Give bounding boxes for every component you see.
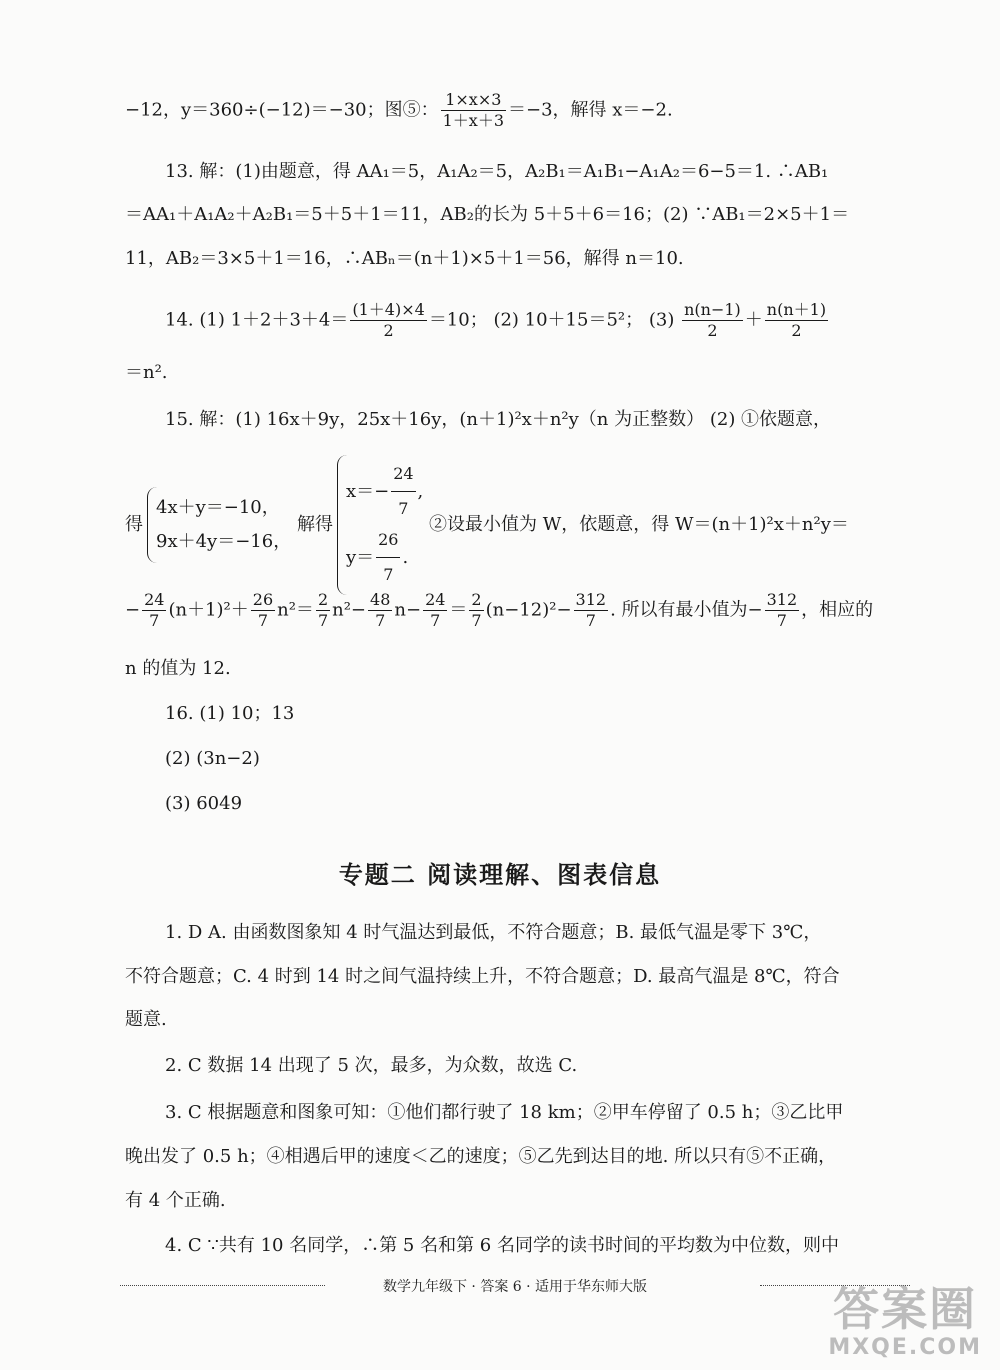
s2-answer-4-line-1: 4. C ∵共有 10 名同学，∴第 5 名和第 6 名同学的读书时间的平均数为中位数，则中 [165,1235,839,1256]
fraction: $\frac{26}{7}$ [252,590,274,630]
text: ②设最小值为 W，依题意，得 W＝(n＋1)²x＋n²y＝ [429,513,849,535]
fraction: $\frac{48}{7}$ [370,590,391,630]
text: 解得 [296,513,333,535]
answer-13-line-1: 13. 解：(1)由题意，得 AA₁＝5，A₁A₂＝5，A₂B₁＝A₁B₁−A₁A₂＝6−5＝1. ∴AB₁ [165,161,829,182]
footer-divider-left [120,1285,325,1286]
text: 14. (1) 1＋2＋3＋4＝ [165,309,349,331]
answer-13-line-3: 11，AB₂＝3×5＋1＝16，∴ABₙ＝(n＋1)×5＋1＝56，解得 n＝10. [125,248,684,269]
fraction: $\frac{2}{7}$ [471,590,482,630]
fraction: $\frac{2}{7}$ [317,590,329,630]
footer-text: 数学九年级下 · 答案 6 · 适用于华东师大版 [382,1279,648,1295]
s2-answer-3-line-1: 3. C 根据题意和图象可知：①他们都行驶了 18 km；②甲车停留了 0.5 h；③乙比甲 [165,1102,844,1123]
s2-answer-3-line-2: 晚出发了 0.5 h；④相遇后甲的速度＜乙的速度；⑤乙先到达目的地. 所以只有⑤不正确， [125,1146,837,1167]
page-footer [120,1276,910,1296]
answer-16-line-3: (3) 6049 [165,793,243,814]
fraction: $\frac{n(n+1)}{2}$ [766,300,827,340]
answer-15-systems [125,455,915,595]
text: −12，y＝360÷(−12)＝−30；图⑤： [125,99,439,121]
fraction: $\frac{26}{7}$ [376,525,400,591]
solution-system: x＝− $\frac{24}{7}$ , y＝ $\frac{26}{7}$ . [337,455,423,595]
s2-answer-1-line-3: 题意. [125,1009,167,1030]
fraction: $\frac{312}{7}$ [766,590,798,630]
section-title: 专题二 阅读理解、图表信息 [338,861,662,889]
s2-answer-1-line-2: 不符合题意；C. 4 时到 14 时之间气温持续上升，不符合题意；D. 最高气温是 8℃，符合 [125,966,840,987]
answer-16-line-1: 16. (1) 10；13 [165,703,295,724]
answer-16-line-2: (2) (3n−2) [165,748,260,769]
s2-answer-1-line-1: 1. D A. 由函数图象知 4 时气温达到最低，不符合题意；B. 最低气温是零下 3℃， [165,922,822,943]
text: ＝10； (2) 10＋15＝5²； (3) [428,309,675,331]
text: 得 [125,513,143,535]
answer-14-line-1 [165,302,955,339]
fraction: $\frac{24}{7}$ [425,590,446,630]
watermark-logo: 答案圈 MXQE.COM [828,1282,982,1360]
text: ＋ [744,309,763,331]
answer-14-line-2: ＝n². [125,362,168,383]
s2-answer-3-line-3: 有 4 个正确. [125,1190,226,1211]
fraction: $\frac{1\times x\times 3}{1+x+3}$ [442,90,505,130]
fraction: $\frac{24}{7}$ [144,590,165,630]
s2-answer-2: 2. C 数据 14 出现了 5 次，最多，为众数，故选 C. [165,1055,578,1076]
fraction: $\frac{312}{7}$ [575,590,607,630]
text: ＝−3，解得 x＝−2. [508,99,673,121]
fraction: $\frac{24}{7}$ [391,459,415,525]
answer-15-line-1: 15. 解：(1) 16x＋9y，25x＋16y，(n＋1)²x＋n²y（n 为正整数） (2) ①依题意， [165,409,832,430]
fraction: $\frac{(1+4)\times 4}{2}$ [352,300,425,340]
answer-15-expansion: − $\frac{24}{7}$ (n＋1)²＋ $\frac{26}{7}$ n²＝ $\frac{2}{7}$ n²− $\frac{48}{7}$ n− $\frac{24}{7}$ ＝ $\frac{2}{7}$ (n−12)²− $\frac{312}{7}$ . 所以有最小值为− $\frac{312}{7}$ ，相应的 [125,590,874,630]
equation-system: 4x＋y＝−10， 9x＋4y＝−16， [147,487,291,563]
answer-12-tail [125,92,915,129]
answer-13-line-2: ＝AA₁＋A₁A₂＋A₂B₁＝5＋5＋1＝11，AB₂的长为 5＋5＋6＝16；(2) ∵AB₁＝2×5＋1＝ [125,204,850,225]
answer-15-line-4: n 的值为 12. [125,658,231,679]
fraction: $\frac{n(n-1)}{2}$ [684,300,741,340]
